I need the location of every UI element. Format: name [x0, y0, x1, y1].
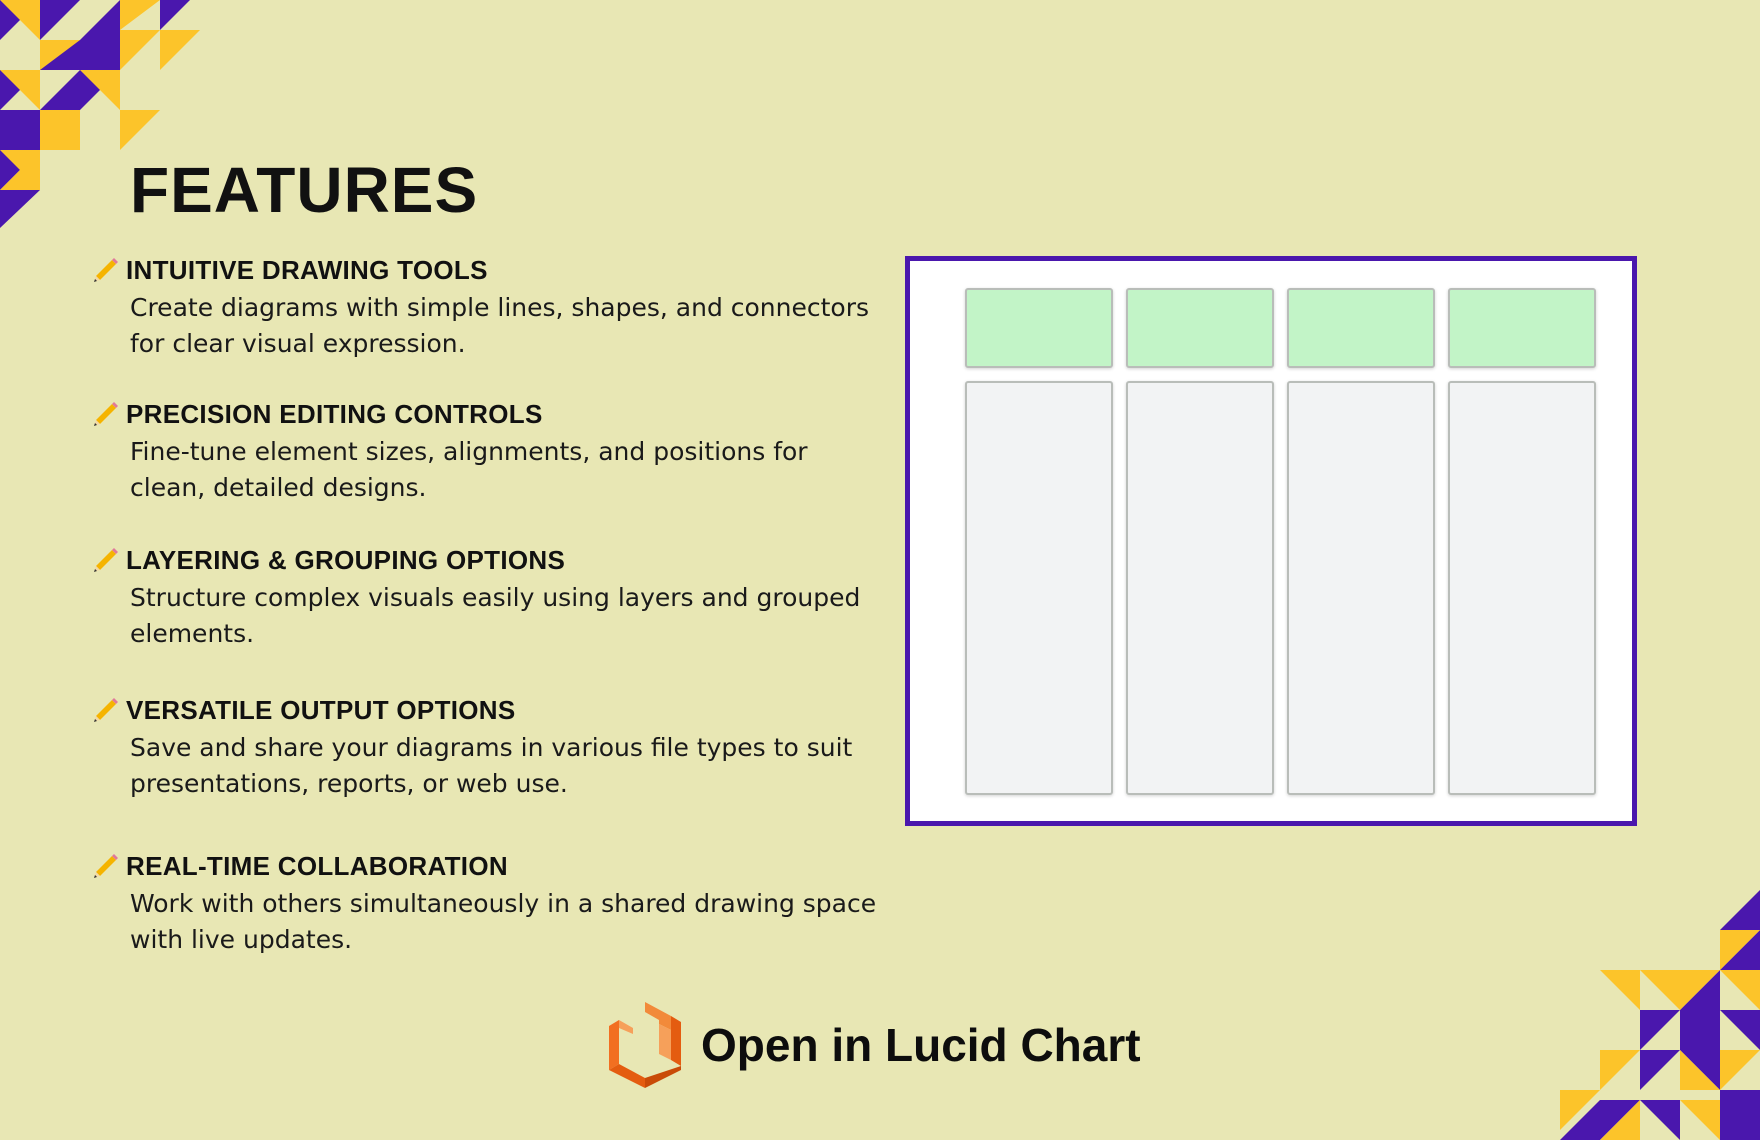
- pencil-icon: [90, 850, 122, 882]
- feature-heading: [90, 250, 880, 290]
- column-body-card[interactable]: [1287, 381, 1435, 795]
- column-body-card[interactable]: [965, 381, 1113, 795]
- feature-description: Structure complex visuals easily using layers and grouped elements.: [130, 583, 861, 648]
- page-title: FEATURES: [130, 154, 479, 226]
- feature-title: VERSATILE OUTPUT OPTIONS: [126, 694, 516, 725]
- feature-description: Create diagrams with simple lines, shapes, and connectors for clear visual expression.: [130, 293, 870, 358]
- feature-item: [90, 846, 880, 958]
- column-header-card[interactable]: [1126, 288, 1274, 368]
- triangle-pattern-bottom-right: [1560, 890, 1760, 1140]
- feature-item: [90, 250, 880, 362]
- feature-description: Work with others simultaneously in a shared drawing space with live updates.: [130, 889, 877, 954]
- pencil-icon: [90, 694, 122, 726]
- feature-heading: [90, 690, 880, 730]
- feature-heading: [90, 394, 880, 434]
- feature-item: [90, 540, 880, 652]
- feature-title: LAYERING & GROUPING OPTIONS: [126, 544, 566, 575]
- feature-item: [90, 690, 880, 802]
- feature-heading: [90, 540, 880, 580]
- cta-label: Open in Lucid Chart: [701, 1019, 1141, 1071]
- pencil-icon: [90, 254, 122, 286]
- column-body-card[interactable]: [1448, 381, 1596, 795]
- feature-description: Fine-tune element sizes, alignments, and positions for clean, detailed designs.: [130, 437, 808, 502]
- feature-item: [90, 394, 880, 506]
- feature-title: INTUITIVE DRAWING TOOLS: [126, 254, 488, 285]
- column-body-card[interactable]: [1126, 381, 1274, 795]
- feature-title: PRECISION EDITING CONTROLS: [126, 398, 543, 429]
- column-header-card[interactable]: [1287, 288, 1435, 368]
- feature-heading: [90, 846, 880, 886]
- lucid-logo-icon: [605, 1000, 685, 1090]
- feature-title: REAL-TIME COLLABORATION: [126, 850, 508, 881]
- open-in-lucid-chart-button[interactable]: [605, 1000, 1141, 1090]
- diagram-board[interactable]: [905, 256, 1637, 826]
- column-header-card[interactable]: [965, 288, 1113, 368]
- pencil-icon: [90, 398, 122, 430]
- column-header-card[interactable]: [1448, 288, 1596, 368]
- feature-description: Save and share your diagrams in various file types to suit presentations, reports, or web use.: [130, 733, 853, 798]
- pencil-icon: [90, 544, 122, 576]
